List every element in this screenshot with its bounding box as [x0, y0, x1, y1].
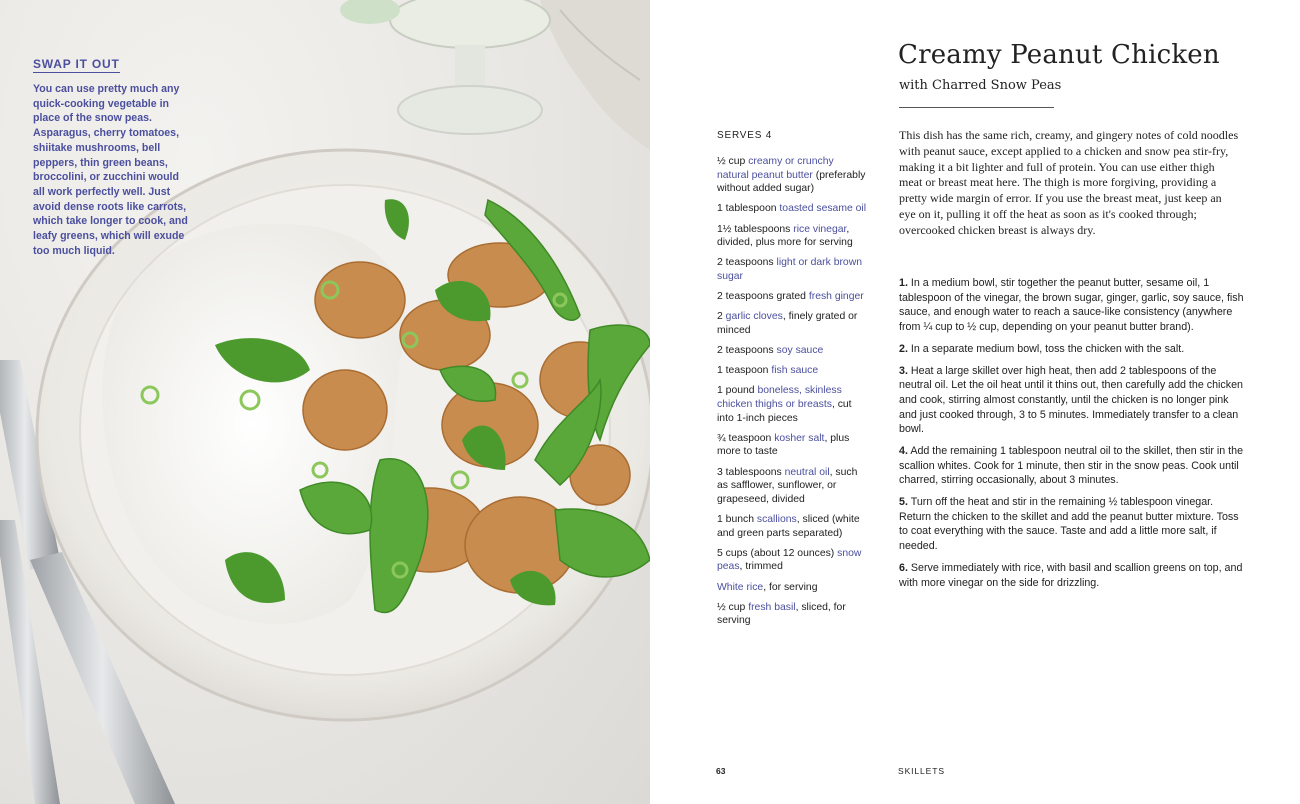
recipe-title: Creamy Peanut Chicken [898, 40, 1220, 70]
page-number: 63 [716, 766, 726, 776]
step-text: In a separate medium bowl, toss the chicken with the salt. [910, 342, 1185, 355]
method-step [899, 561, 1244, 590]
ingredient-quantity: 1 teaspoon [717, 365, 772, 377]
ingredient-item [717, 547, 867, 574]
title-divider [899, 107, 1054, 108]
ingredient-quantity: 1½ tablespoons [717, 223, 794, 235]
ingredient-name: creamy or crunchy natural peanut butter [717, 156, 834, 181]
ingredient-quantity: 3 tablespoons [717, 466, 785, 478]
ingredient-note: , divided, plus more for serving [717, 223, 853, 249]
ingredient-quantity: 2 teaspoons grated [717, 291, 809, 303]
ingredient-quantity: ¾ teaspoon [717, 432, 775, 444]
ingredient-name: neutral oil [784, 466, 830, 478]
ingredient-name: fish sauce [771, 365, 819, 377]
ingredient-note: , trimmed [739, 561, 783, 573]
swap-it-out-title: SWAP IT OUT [33, 57, 120, 71]
ingredient-item [717, 384, 867, 425]
ingredient-quantity: 5 cups (about 12 ounces) [717, 547, 838, 559]
ingredient-item [717, 256, 867, 283]
ingredient-quantity: 2 [717, 311, 726, 323]
ingredient-name: light or dark brown sugar [717, 257, 862, 282]
ingredient-name: fresh basil [748, 601, 796, 613]
method-step [899, 364, 1244, 437]
ingredient-name: boneless, skinless chicken thighs or breasts [717, 385, 842, 411]
recipe-intro: This dish has the same rich, creamy, and gingery notes of cold noodles with peanut sauce, except applied to a chicken and snow pea stir-fry, making it a bit lighter and full of protein. You can use either thigh meat or breast meat here. The thigh is more forgiving, providing a pretty wide margin of error. If you use the breast meat, just keep an eye on it, pulling it off the heat as soon as it's cooked through; overcooked chicken breast is always dry. [899, 128, 1239, 237]
ingredient-name: garlic cloves [725, 311, 783, 323]
ingredient-quantity: 1 pound [717, 385, 758, 397]
ingredient-note: , sliced (white and green parts separated) [717, 514, 860, 539]
ingredient-name: White rice [717, 581, 764, 593]
ingredient-note: , sliced, for serving [717, 601, 846, 627]
ingredient-quantity: 2 teaspoons [717, 257, 777, 269]
method-step [899, 444, 1244, 488]
step-number: 6. [899, 562, 908, 575]
step-number: 5. [899, 496, 908, 509]
ingredient-item [717, 310, 867, 337]
ingredient-note: , cut into 1-inch pieces [717, 399, 852, 424]
running-footer-section: SKILLETS [898, 766, 945, 776]
ingredient-name: snow peas [717, 547, 862, 573]
method-step [899, 342, 1244, 357]
ingredient-note: , plus more to taste [717, 432, 850, 458]
ingredient-quantity: ½ cup [717, 156, 749, 167]
ingredient-name: fresh ginger [808, 291, 864, 303]
wine-glass [340, 0, 550, 134]
ingredient-item [717, 202, 867, 216]
step-number: 2. [899, 342, 908, 355]
ingredient-note: , finely grated or minced [717, 311, 858, 336]
ingredient-quantity: 2 teaspoons [717, 345, 777, 357]
step-number: 3. [899, 364, 908, 377]
ingredient-item [717, 432, 867, 459]
ingredient-item [717, 223, 867, 250]
method-step [899, 495, 1244, 553]
recipe-subtitle: with Charred Snow Peas [899, 78, 1062, 93]
ingredient-note: , for serving [763, 581, 818, 593]
serves-label: SERVES 4 [717, 130, 773, 141]
step-text: Serve immediately with rice, with basil and scallion greens on top, and with more vinegar on the side for drizzling. [899, 562, 1243, 589]
ingredient-item [717, 466, 867, 507]
ingredient-item [717, 581, 867, 595]
ingredient-name: toasted sesame oil [779, 203, 867, 215]
ingredient-item [717, 601, 867, 628]
step-text: Turn off the heat and stir in the remaining ½ tablespoon vinegar. Return the chicken to the skillet and add the peanut butter mixture. Toss to coat everything with the sauce. Taste and add a little more salt, if needed. [899, 496, 1239, 553]
swap-it-out-text: You can use pretty much any quick-cooking vegetable in place of the snow peas. Asparagus, cherry tomatoes, shiitake mushrooms, bell peppers, thin green beans, broccolini, or zucchini would all work perfectly well. Just avoid dense roots like carrots, which take longer to cook, and leafy greens, which will exude too much liquid. [33, 83, 188, 257]
step-number: 1. [899, 277, 908, 289]
swap-it-out-sidebar [33, 55, 193, 258]
ingredient-item [717, 290, 867, 304]
ingredient-quantity: 1 bunch [717, 514, 757, 525]
ingredients-list [717, 130, 867, 635]
ingredient-item [717, 344, 867, 358]
ingredient-name: rice vinegar [793, 223, 847, 235]
ingredient-item [717, 364, 867, 378]
step-text: In a medium bowl, stir together the peanut butter, sesame oil, 1 tablespoon of the vinegar, the brown sugar, ginger, garlic, soy sauce, fish sauce, and enough water to reach a sauce-like consistency (anywhere from ¼ cup to ½ cup, depending on your peanut butter brand). [899, 277, 1244, 333]
ingredient-name: kosher salt [774, 432, 825, 444]
ingredient-note: (preferably without added sugar) [717, 169, 866, 195]
step-text: Heat a large skillet over high heat, then add 2 tablespoons of the neutral oil. Let the oil heat until it thins out, then carefully add the chicken and cook, stirring almost constantly, until the chicken is no longer pink and just cooked through, 3 to 5 minutes. Immediately transfer to a clean bowl. [899, 364, 1243, 436]
ingredient-name: soy sauce [776, 345, 824, 357]
step-text: Add the remaining 1 tablespoon neutral oil to the skillet, then stir in the scallion whites. Cook for 1 minute, then stir in the snow peas. Cook until charred, stirring occasionally, about 3 minutes. [899, 445, 1244, 487]
method-step [899, 276, 1244, 334]
step-number: 4. [899, 445, 908, 458]
method-steps [899, 276, 1244, 598]
recipe-page [650, 0, 1300, 804]
ingredient-quantity: ½ cup [717, 601, 749, 613]
ingredient-quantity: 1 tablespoon [717, 203, 780, 215]
ingredient-item [717, 513, 867, 540]
ingredient-note: , such as safflower, sunflower, or grapeseed, divided [717, 466, 858, 505]
ingredient-name: scallions [756, 514, 797, 525]
ingredient-item [717, 155, 867, 196]
